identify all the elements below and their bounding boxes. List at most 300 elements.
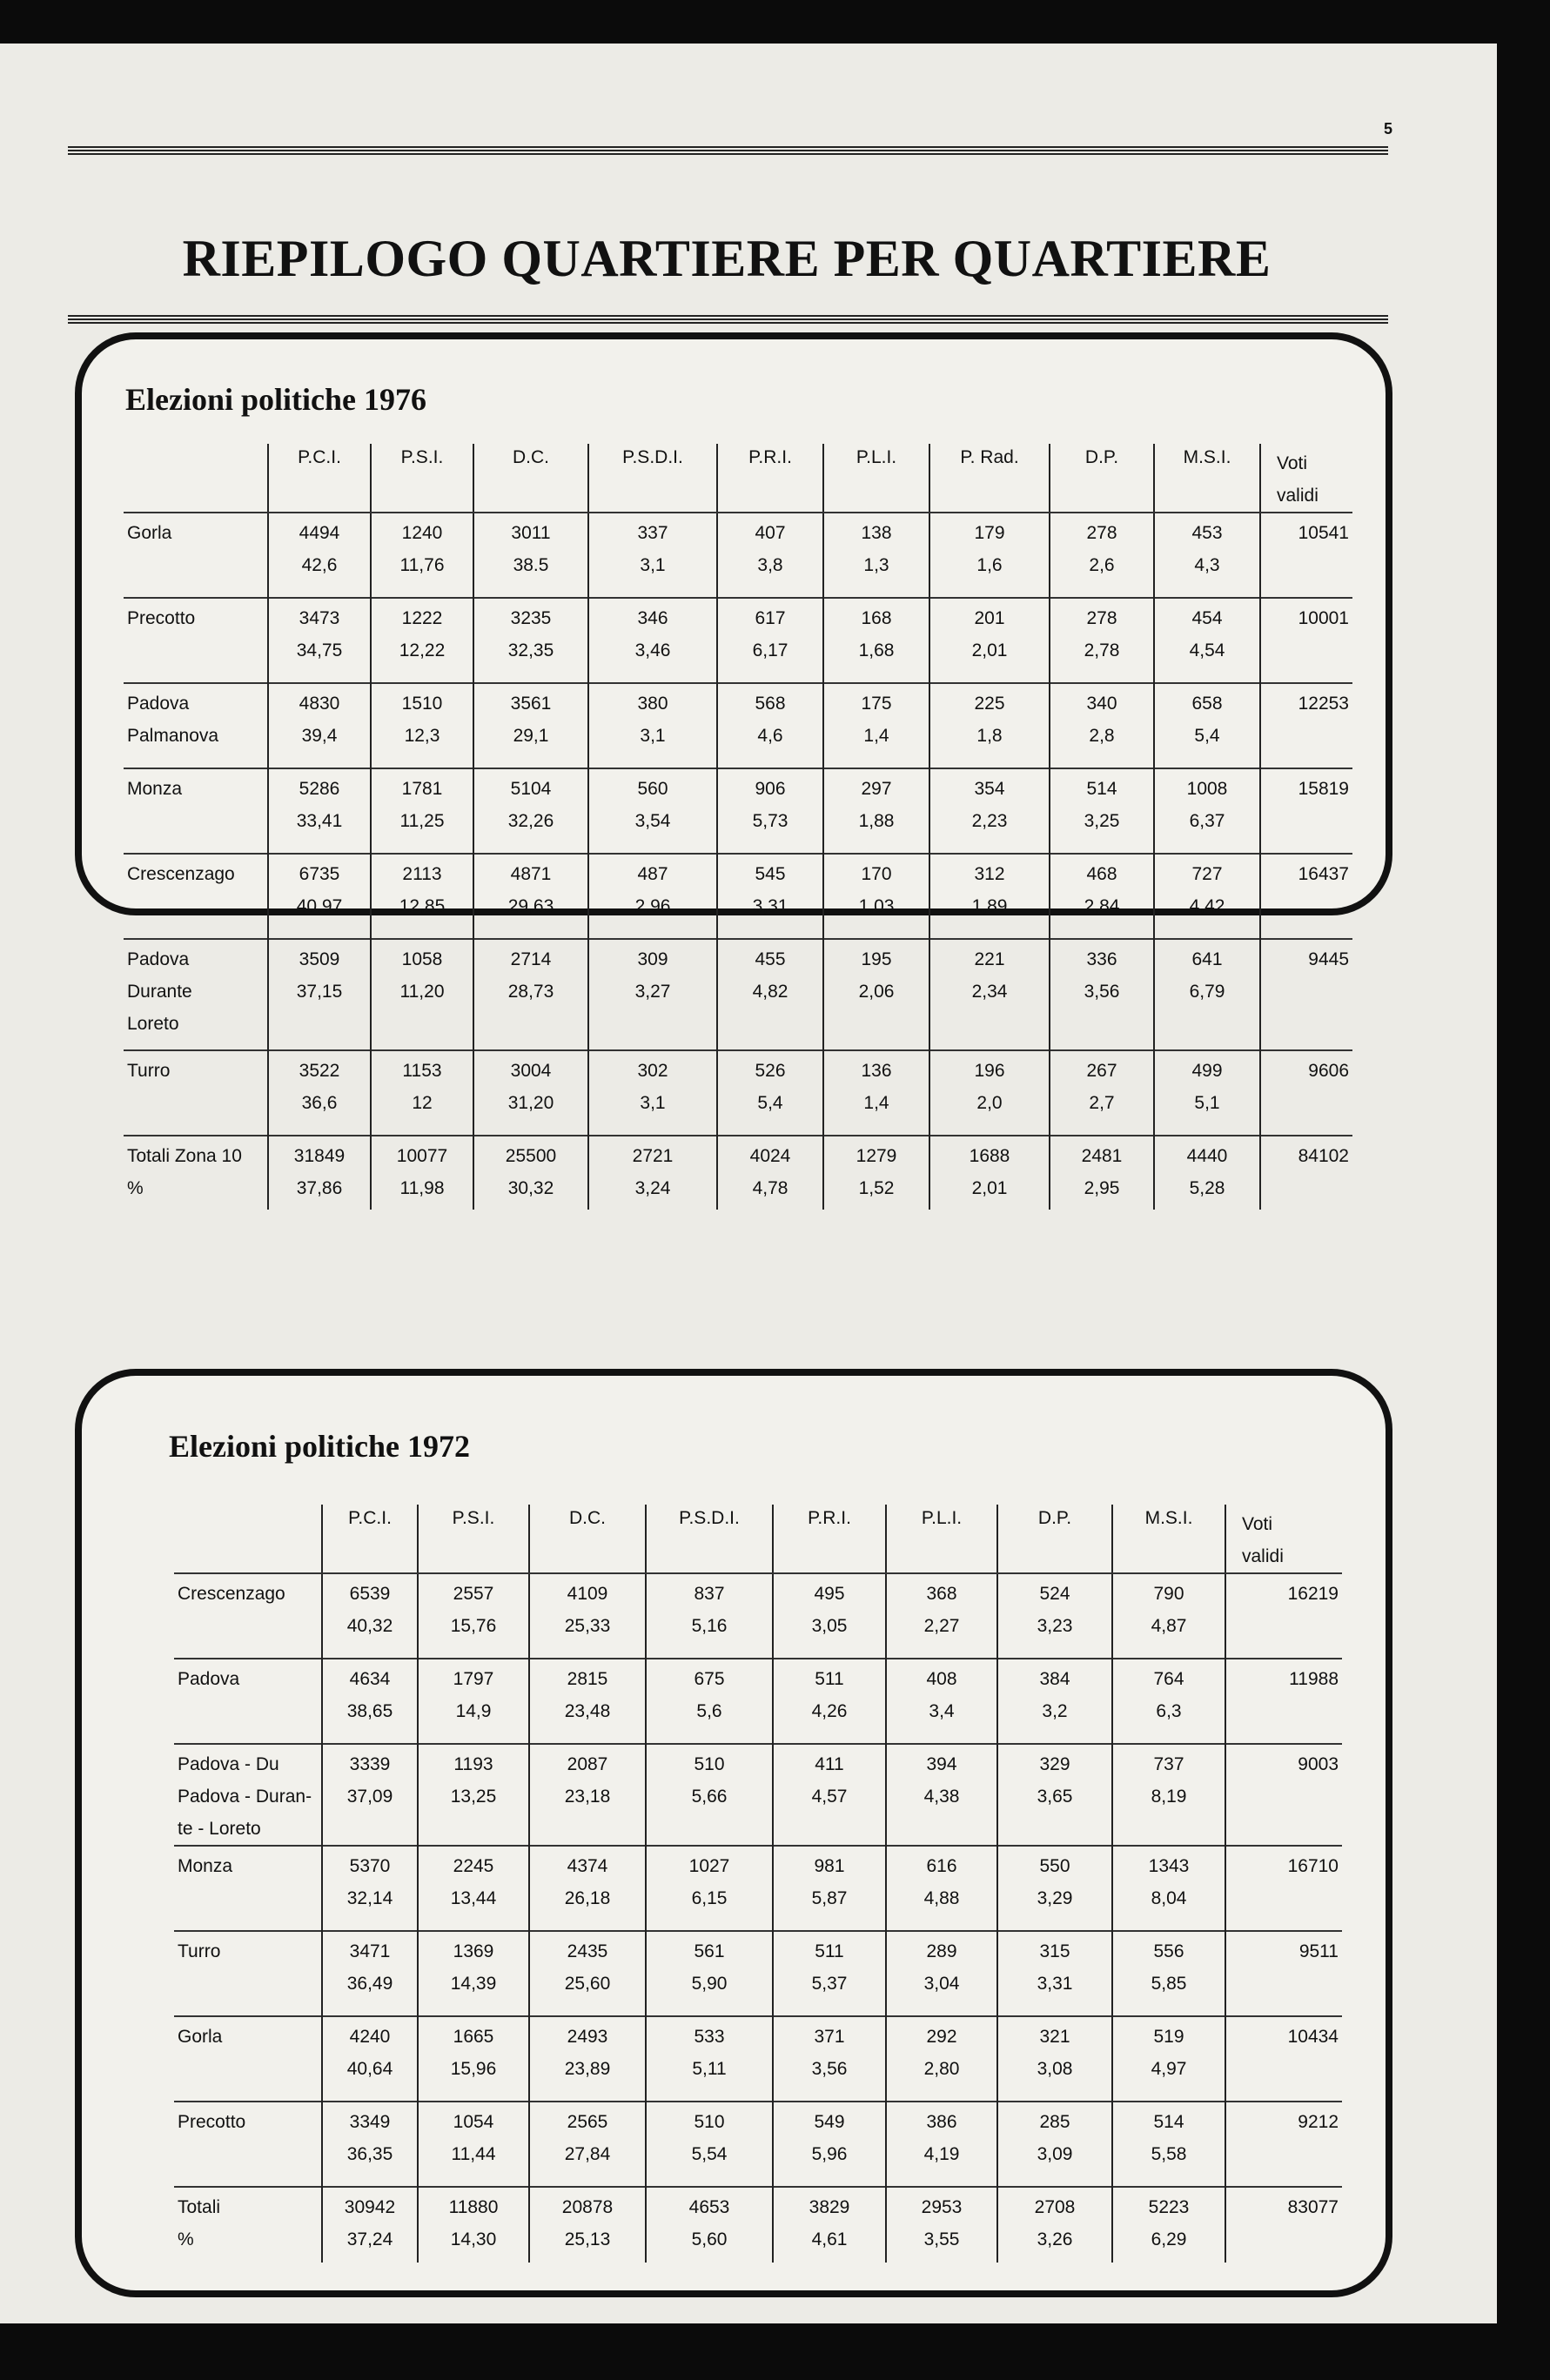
vote-count: 5370 — [349, 1856, 391, 1876]
party-result-cell — [1112, 1659, 1225, 1744]
district-name — [124, 683, 268, 768]
party-result-cell — [997, 1846, 1112, 1931]
vote-count: 1222 — [401, 608, 443, 628]
vote-count: 727 — [1191, 864, 1223, 884]
vote-percent: 25,60 — [564, 1974, 611, 1994]
vote-percent: 23,89 — [564, 2059, 611, 2079]
party-result-cell — [371, 939, 473, 1050]
valid-votes: 12253 — [1298, 694, 1349, 714]
header-party: M.S.I. — [1112, 1505, 1225, 1573]
vote-count: 549 — [814, 2112, 845, 2132]
vote-count: 906 — [755, 779, 786, 799]
vote-percent: 36,49 — [346, 1974, 393, 1994]
party-result-cell — [588, 939, 717, 1050]
vote-percent: 3,56 — [1084, 982, 1120, 1002]
vote-count: 5104 — [510, 779, 552, 799]
header-voti-validi — [1225, 1505, 1342, 1573]
party-result-cell — [322, 2187, 418, 2263]
valid-votes: 16437 — [1298, 864, 1349, 884]
party-result-cell — [588, 513, 717, 598]
vote-count: 561 — [694, 1941, 725, 1961]
party-result-cell — [929, 768, 1050, 854]
party-result-cell — [418, 2016, 529, 2102]
vote-count: 315 — [1039, 1941, 1070, 1961]
vote-percent: 5,73 — [752, 811, 788, 831]
vote-count: 1193 — [453, 1754, 493, 1774]
vote-percent: 2,8 — [1089, 726, 1115, 746]
vote-count: 511 — [815, 1941, 844, 1961]
vote-count: 2708 — [1034, 2197, 1076, 2217]
page — [0, 44, 1497, 2323]
header-party: P.L.I. — [823, 444, 929, 513]
vote-count: 4494 — [299, 523, 340, 543]
vote-percent: 2,6 — [1089, 555, 1115, 575]
vote-percent: 29,63 — [507, 896, 554, 916]
valid-votes-cell — [1260, 513, 1352, 598]
party-result-cell — [717, 683, 823, 768]
vote-count: 499 — [1191, 1061, 1223, 1081]
party-result-cell — [823, 1050, 929, 1136]
party-result-cell — [997, 1659, 1112, 1744]
vote-count: 1343 — [1148, 1856, 1190, 1876]
party-result-cell — [646, 2016, 773, 2102]
vote-percent: 13,25 — [450, 1787, 497, 1807]
party-result-cell — [1050, 1136, 1154, 1210]
vote-percent: 32,14 — [346, 1888, 393, 1908]
party-result-cell — [371, 854, 473, 939]
party-result-cell — [773, 1573, 886, 1659]
table-row — [174, 2102, 1342, 2187]
results-table-1976 — [124, 444, 1352, 1210]
vote-count: 641 — [1191, 949, 1223, 969]
party-result-cell — [529, 2187, 646, 2263]
header-party: D.P. — [997, 1505, 1112, 1573]
vote-count: 201 — [974, 608, 1005, 628]
party-result-cell — [886, 2102, 997, 2187]
valid-votes-cell — [1225, 2187, 1342, 2263]
vote-count: 321 — [1039, 2027, 1070, 2047]
party-result-cell — [1154, 854, 1260, 939]
vote-count: 658 — [1191, 694, 1223, 714]
vote-percent: 3,05 — [811, 1616, 848, 1636]
vote-percent: 1,88 — [858, 811, 895, 831]
vote-count: 2087 — [567, 1754, 608, 1774]
vote-percent: 8,04 — [1151, 1888, 1187, 1908]
party-result-cell — [823, 768, 929, 854]
vote-count: 616 — [926, 1856, 957, 1876]
vote-percent: 1,4 — [863, 726, 889, 746]
header-word: Voti — [1277, 453, 1308, 473]
vote-percent: 4,26 — [811, 1701, 848, 1721]
party-result-cell — [529, 2102, 646, 2187]
vote-percent: 5,96 — [811, 2144, 848, 2164]
district-name-line: Turro — [127, 1061, 171, 1081]
party-result-cell — [322, 1846, 418, 1931]
vote-percent: 3,29 — [1037, 1888, 1073, 1908]
valid-votes-cell — [1225, 1573, 1342, 1659]
party-result-cell — [371, 683, 473, 768]
party-result-cell — [823, 683, 929, 768]
party-result-cell — [268, 513, 371, 598]
vote-percent: 4,19 — [923, 2144, 960, 2164]
party-result-cell — [773, 2187, 886, 2263]
party-result-cell — [929, 598, 1050, 683]
district-name-line: Palmanova — [127, 726, 219, 746]
vote-count: 278 — [1086, 608, 1117, 628]
vote-percent: 3,4 — [929, 1701, 955, 1721]
party-result-cell — [773, 2102, 886, 2187]
district-name — [124, 1136, 268, 1210]
vote-percent: 5,66 — [691, 1787, 728, 1807]
party-result-cell — [1154, 768, 1260, 854]
panel-title-1972: Elezioni politiche 1972 — [169, 1429, 470, 1464]
vote-percent: 2,7 — [1089, 1093, 1115, 1113]
party-result-cell — [371, 768, 473, 854]
valid-votes: 16219 — [1287, 1584, 1339, 1604]
vote-count: 568 — [755, 694, 786, 714]
vote-count: 1240 — [401, 523, 443, 543]
party-result-cell — [646, 1931, 773, 2016]
party-result-cell — [418, 1573, 529, 1659]
party-result-cell — [418, 1744, 529, 1846]
valid-votes: 10434 — [1287, 2027, 1339, 2047]
vote-count: 1153 — [402, 1061, 442, 1081]
vote-percent: 4,3 — [1194, 555, 1220, 575]
vote-percent: 4,61 — [811, 2229, 848, 2249]
vote-percent: 3,55 — [923, 2229, 960, 2249]
party-result-cell — [773, 1659, 886, 1744]
vote-count: 4374 — [567, 1856, 608, 1876]
party-result-cell — [588, 1050, 717, 1136]
vote-percent: 4,97 — [1151, 2059, 1187, 2079]
district-name-line: Monza — [178, 1856, 233, 1876]
party-result-cell — [473, 939, 588, 1050]
vote-count: 2721 — [632, 1146, 674, 1166]
district-name-line: Padova - Du — [178, 1754, 279, 1774]
valid-votes-cell — [1225, 1659, 1342, 1744]
vote-percent: 3,1 — [640, 555, 666, 575]
party-result-cell — [473, 768, 588, 854]
vote-percent: 5,1 — [1194, 1093, 1220, 1113]
party-result-cell — [322, 1744, 418, 1846]
party-result-cell — [773, 1931, 886, 2016]
vote-percent: 5,16 — [691, 1616, 728, 1636]
vote-count: 278 — [1086, 523, 1117, 543]
vote-percent: 3,27 — [634, 982, 671, 1002]
vote-count: 309 — [637, 949, 668, 969]
vote-count: 468 — [1086, 864, 1117, 884]
valid-votes: 16710 — [1287, 1856, 1339, 1876]
party-result-cell — [997, 2016, 1112, 2102]
vote-count: 514 — [1153, 2112, 1184, 2132]
vote-count: 2557 — [453, 1584, 494, 1604]
vote-percent: 6,37 — [1189, 811, 1225, 831]
vote-count: 386 — [926, 2112, 957, 2132]
vote-count: 560 — [637, 779, 668, 799]
district-name-line: Durante — [127, 982, 192, 1002]
party-result-cell — [1112, 1846, 1225, 1931]
vote-percent: 31,20 — [507, 1093, 554, 1113]
valid-votes: 9003 — [1298, 1754, 1339, 1774]
valid-votes: 9606 — [1308, 1061, 1349, 1081]
party-result-cell — [929, 1050, 1050, 1136]
vote-count: 1027 — [688, 1856, 730, 1876]
vote-percent: 3,1 — [640, 726, 666, 746]
party-result-cell — [418, 1931, 529, 2016]
district-name — [174, 2187, 322, 2263]
vote-percent: 14,9 — [455, 1701, 492, 1721]
party-result-cell — [473, 1136, 588, 1210]
vote-count: 514 — [1086, 779, 1117, 799]
party-result-cell — [1154, 513, 1260, 598]
party-result-cell — [646, 2187, 773, 2263]
vote-count: 455 — [755, 949, 786, 969]
vote-count: 533 — [694, 2027, 725, 2047]
district-name-line: Padova — [127, 694, 190, 714]
party-result-cell — [1050, 768, 1154, 854]
vote-count: 510 — [694, 2112, 725, 2132]
vote-percent: 6,3 — [1156, 1701, 1182, 1721]
header-party: P.S.I. — [418, 1505, 529, 1573]
valid-votes: 15819 — [1298, 779, 1349, 799]
vote-percent: 11,25 — [399, 811, 445, 831]
vote-count: 337 — [637, 523, 668, 543]
district-name-line: Turro — [178, 1941, 221, 1961]
party-result-cell — [371, 598, 473, 683]
party-result-cell — [1050, 513, 1154, 598]
valid-votes-cell — [1225, 1931, 1342, 2016]
vote-count: 4240 — [349, 2027, 391, 2047]
party-result-cell — [473, 683, 588, 768]
valid-votes: 11988 — [1289, 1669, 1339, 1689]
party-result-cell — [997, 1744, 1112, 1846]
vote-count: 837 — [694, 1584, 725, 1604]
vote-percent: 2,01 — [971, 640, 1008, 660]
party-result-cell — [929, 939, 1050, 1050]
header-party: P. Rad. — [929, 444, 1050, 513]
district-name — [174, 2016, 322, 2102]
header-party: P.S.D.I. — [646, 1505, 773, 1573]
vote-count: 179 — [974, 523, 1005, 543]
vote-count: 4109 — [567, 1584, 608, 1604]
vote-percent: 38,65 — [346, 1701, 393, 1721]
vote-count: 136 — [861, 1061, 892, 1081]
vote-percent: 3,56 — [811, 2059, 848, 2079]
vote-count: 3473 — [299, 608, 340, 628]
panel-1972 — [75, 1369, 1392, 2297]
valid-votes-cell — [1260, 854, 1352, 939]
vote-percent: 4,88 — [923, 1888, 960, 1908]
vote-count: 10077 — [396, 1146, 448, 1166]
vote-count: 981 — [814, 1856, 845, 1876]
party-result-cell — [646, 1573, 773, 1659]
party-result-cell — [717, 513, 823, 598]
title-rule-top — [68, 146, 1388, 158]
vote-percent: 3,04 — [923, 1974, 960, 1994]
party-result-cell — [1154, 939, 1260, 1050]
vote-percent: 11,76 — [399, 555, 445, 575]
vote-count: 292 — [926, 2027, 957, 2047]
vote-count: 267 — [1086, 1061, 1117, 1081]
vote-count: 196 — [974, 1061, 1005, 1081]
party-result-cell — [823, 598, 929, 683]
vote-count: 4634 — [349, 1669, 391, 1689]
vote-percent: 3,2 — [1042, 1701, 1068, 1721]
vote-count: 2565 — [567, 2112, 608, 2132]
party-result-cell — [1050, 854, 1154, 939]
vote-percent: 5,54 — [691, 2144, 728, 2164]
party-result-cell — [929, 683, 1050, 768]
header-party: D.C. — [529, 1505, 646, 1573]
header-word: Voti — [1242, 1514, 1273, 1534]
vote-count: 170 — [861, 864, 892, 884]
vote-percent: 37,09 — [346, 1787, 393, 1807]
vote-count: 1688 — [969, 1146, 1010, 1166]
header-party: P.L.I. — [886, 1505, 997, 1573]
party-result-cell — [588, 683, 717, 768]
vote-percent: 3,25 — [1084, 811, 1120, 831]
vote-count: 371 — [814, 2027, 845, 2047]
table-row — [174, 1744, 1342, 1846]
party-result-cell — [886, 1846, 997, 1931]
vote-count: 556 — [1153, 1941, 1184, 1961]
vote-count: 4440 — [1186, 1146, 1228, 1166]
vote-count: 4653 — [688, 2197, 730, 2217]
vote-count: 1781 — [401, 779, 443, 799]
party-result-cell — [823, 939, 929, 1050]
vote-count: 1054 — [453, 2112, 494, 2132]
vote-percent: 32,35 — [507, 640, 554, 660]
vote-percent: 5,85 — [1151, 1974, 1187, 1994]
header-party: M.S.I. — [1154, 444, 1260, 513]
vote-count: 4871 — [510, 864, 552, 884]
vote-percent: 3,08 — [1037, 2059, 1073, 2079]
vote-count: 3011 — [511, 523, 551, 543]
vote-count: 3349 — [349, 2112, 391, 2132]
vote-count: 302 — [637, 1061, 668, 1081]
header-party: D.C. — [473, 444, 588, 513]
vote-count: 285 — [1039, 2112, 1070, 2132]
vote-percent: 11,44 — [451, 2144, 496, 2164]
vote-count: 3339 — [349, 1754, 391, 1774]
vote-count: 487 — [637, 864, 668, 884]
vote-count: 453 — [1191, 523, 1223, 543]
vote-count: 168 — [861, 608, 892, 628]
page-number: 5 — [1383, 120, 1392, 137]
vote-count: 6539 — [349, 1584, 391, 1604]
table-row — [174, 1573, 1342, 1659]
vote-count: 297 — [861, 779, 892, 799]
vote-count: 336 — [1086, 949, 1117, 969]
vote-count: 454 — [1191, 608, 1223, 628]
party-result-cell — [886, 1659, 997, 1744]
district-name-line: Monza — [127, 779, 183, 799]
district-name — [124, 939, 268, 1050]
vote-percent: 1,89 — [971, 896, 1008, 916]
party-result-cell — [588, 1136, 717, 1210]
vote-percent: 1,68 — [858, 640, 895, 660]
table-row — [124, 598, 1352, 683]
vote-count: 30942 — [344, 2197, 396, 2217]
vote-count: 368 — [926, 1584, 957, 1604]
table-row — [124, 854, 1352, 939]
district-name-line: Totali — [178, 2197, 221, 2217]
vote-count: 5286 — [299, 779, 340, 799]
vote-percent: 3,1 — [640, 1093, 666, 1113]
header-word: validi — [1242, 1546, 1284, 1566]
table-row — [124, 1050, 1352, 1136]
valid-votes-cell — [1225, 1744, 1342, 1846]
vote-count: 384 — [1039, 1669, 1070, 1689]
vote-count: 4024 — [749, 1146, 791, 1166]
vote-percent: 3,24 — [634, 1178, 671, 1198]
vote-count: 617 — [755, 608, 786, 628]
party-result-cell — [717, 854, 823, 939]
party-result-cell — [823, 1136, 929, 1210]
vote-count: 1008 — [1186, 779, 1228, 799]
header-corner — [124, 444, 268, 513]
district-name — [174, 1659, 322, 1744]
table-row — [124, 768, 1352, 854]
valid-votes-cell — [1225, 1846, 1342, 1931]
district-name — [174, 1573, 322, 1659]
vote-percent: 40,32 — [346, 1616, 393, 1636]
party-result-cell — [1112, 2187, 1225, 2263]
vote-count: 329 — [1039, 1754, 1070, 1774]
party-result-cell — [773, 1744, 886, 1846]
party-result-cell — [529, 1931, 646, 2016]
vote-percent: 37,15 — [296, 982, 343, 1002]
vote-count: 5223 — [1148, 2197, 1190, 2217]
party-result-cell — [529, 1846, 646, 1931]
vote-count: 1279 — [856, 1146, 897, 1166]
vote-percent: 3,8 — [757, 555, 783, 575]
party-result-cell — [529, 1744, 646, 1846]
vote-count: 3522 — [299, 1061, 340, 1081]
vote-count: 2113 — [402, 864, 442, 884]
party-result-cell — [886, 2187, 997, 2263]
vote-count: 4830 — [299, 694, 340, 714]
vote-percent: 2,27 — [923, 1616, 960, 1636]
vote-percent: 34,75 — [296, 640, 343, 660]
district-name-line: Gorla — [178, 2027, 223, 2047]
header-party: P.C.I. — [268, 444, 371, 513]
party-result-cell — [418, 1659, 529, 1744]
vote-percent: 6,29 — [1151, 2229, 1187, 2249]
vote-percent: 1,3 — [863, 555, 889, 575]
vote-count: 764 — [1153, 1669, 1184, 1689]
vote-percent: 1,03 — [858, 896, 895, 916]
vote-count: 3829 — [809, 2197, 850, 2217]
vote-percent: 2,95 — [1084, 1178, 1120, 1198]
vote-count: 2435 — [567, 1941, 608, 1961]
vote-percent: 13,44 — [450, 1888, 497, 1908]
valid-votes: 10001 — [1298, 608, 1349, 628]
header-voti-validi — [1260, 444, 1352, 513]
panel-title-1976: Elezioni politiche 1976 — [125, 382, 426, 417]
valid-votes: 84102 — [1298, 1146, 1349, 1166]
vote-percent: 25,13 — [564, 2229, 611, 2249]
vote-percent: 14,30 — [450, 2229, 497, 2249]
valid-votes-cell — [1260, 939, 1352, 1050]
valid-votes-cell — [1225, 2102, 1342, 2187]
party-result-cell — [1112, 2016, 1225, 2102]
table-row — [124, 683, 1352, 768]
vote-percent: 11,20 — [399, 982, 445, 1002]
vote-count: 25500 — [505, 1146, 557, 1166]
vote-count: 11880 — [448, 2197, 499, 2217]
vote-percent: 3,26 — [1037, 2229, 1073, 2249]
